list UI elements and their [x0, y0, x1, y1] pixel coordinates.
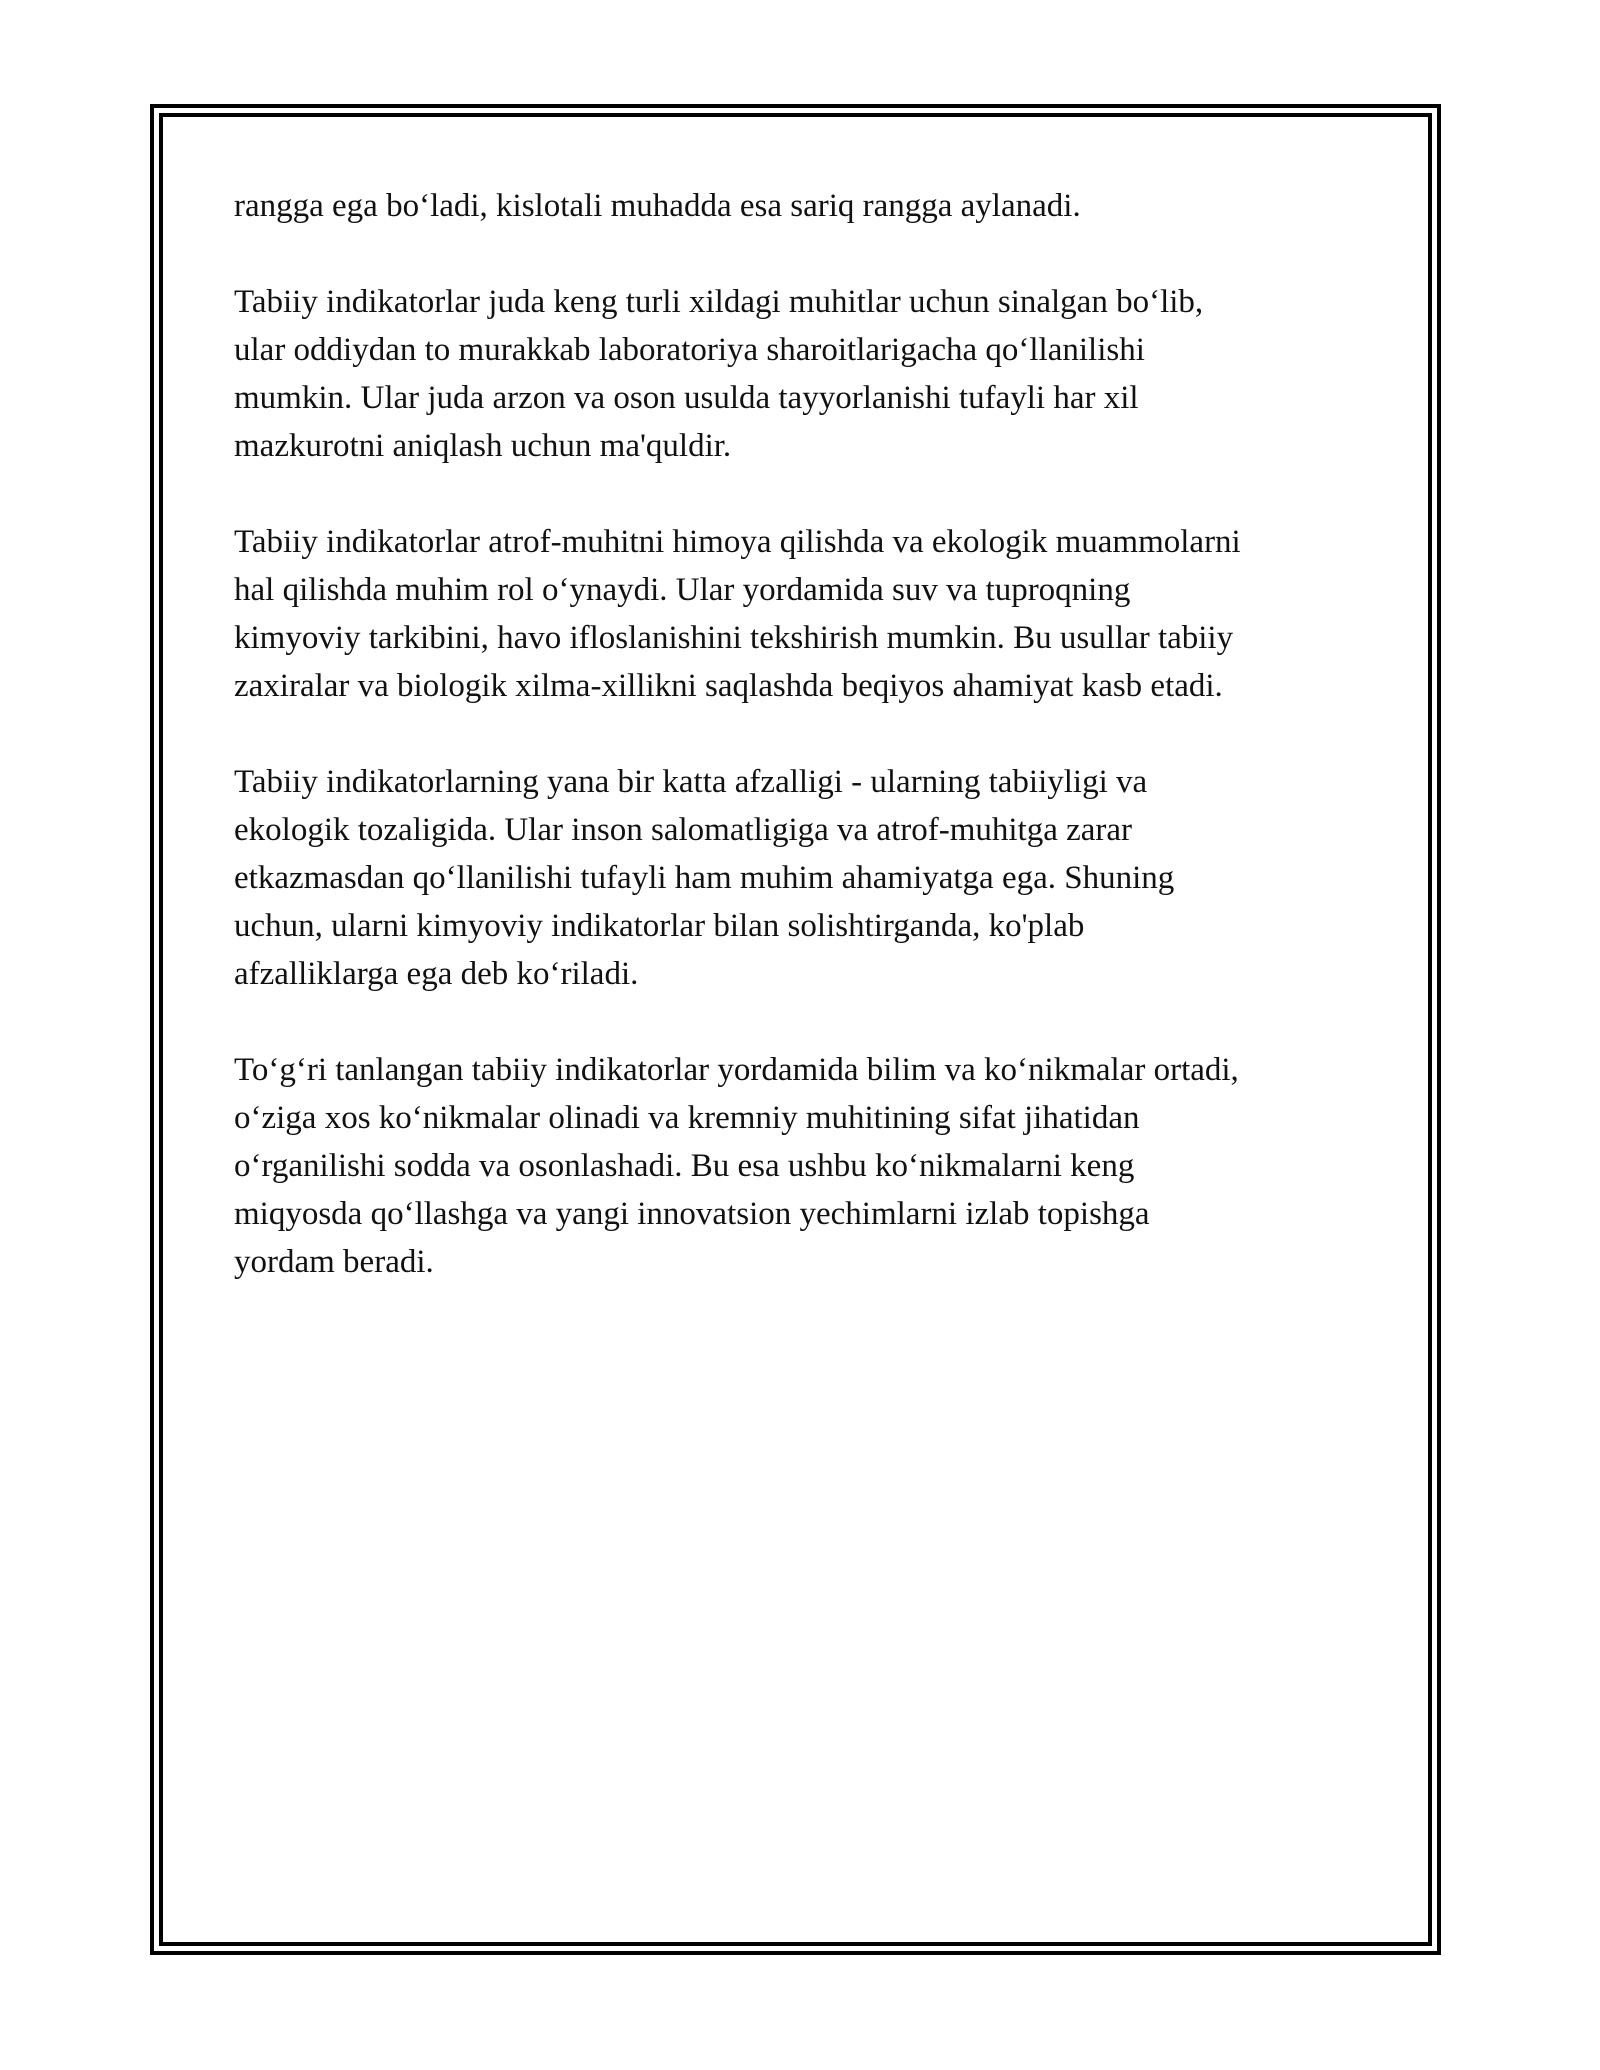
text-line: mazkurotni aniqlash uchun ma'quldir.	[234, 428, 732, 464]
text-line: Tabiiy indikatorlarning yana bir katta afzalligi - ularning tabiiyligi va	[234, 764, 1148, 800]
text-line: ular oddiydan to murakkab laboratoriya sharoitlarigacha qo‘llanilishi	[234, 332, 1145, 368]
text-line: To‘g‘ri tanlangan tabiiy indikatorlar yordamida bilim va ko‘nikmalar ortadi,	[234, 1052, 1239, 1088]
text-line: ekologik tozaligida. Ular inson salomatligiga va atrof-muhitga zarar	[234, 812, 1133, 848]
paragraph-3	[234, 518, 1364, 710]
text-line: o‘rganilishi sodda va osonlashadi. Bu esa ushbu ko‘nikmalarni keng	[234, 1148, 1135, 1184]
text-line: kimyoviy tarkibini, havo ifloslanishini tekshirish mumkin. Bu usullar tabiiy	[234, 620, 1234, 656]
text-line: miqyosda qo‘llashga va yangi innovatsion yechimlarni izlab topishga	[234, 1196, 1150, 1232]
text-line: hal qilishda muhim rol o‘ynaydi. Ular yordamida suv va tuproqning	[234, 572, 1131, 608]
paragraph-5	[234, 1046, 1364, 1286]
text-line: mumkin. Ular juda arzon va oson usulda tayyorlanishi tufayli har xil	[234, 380, 1139, 416]
text-line: afzalliklarga ega deb ko‘riladi.	[234, 956, 639, 992]
text-line: rangga ega bo‘ladi, kislotali muhadda esa sariq rangga aylanadi.	[234, 188, 1081, 224]
text-line: etkazmasdan qo‘llanilishi tufayli ham muhim ahamiyatga ega. Shuning	[234, 860, 1175, 896]
text-line: o‘ziga xos ko‘nikmalar olinadi va kremniy muhitining sifat jihatidan	[234, 1100, 1140, 1136]
text-line: zaxiralar va biologik xilma-xillikni saqlashda beqiyos ahamiyat kasb etadi.	[234, 668, 1223, 704]
text-line: uchun, ularni kimyoviy indikatorlar bilan solishtirganda, ko'plab	[234, 908, 1085, 944]
text-line: yordam beradi.	[234, 1244, 434, 1280]
text-line: Tabiiy indikatorlar atrof-muhitni himoya qilishda va ekologik muammolarni	[234, 524, 1241, 560]
paragraph-4	[234, 758, 1364, 998]
document-body	[234, 182, 1364, 1286]
text-line: Tabiiy indikatorlar juda keng turli xildagi muhitlar uchun sinalgan bo‘lib,	[234, 284, 1204, 320]
paragraph-2	[234, 278, 1364, 470]
paragraph-1	[234, 182, 1364, 230]
